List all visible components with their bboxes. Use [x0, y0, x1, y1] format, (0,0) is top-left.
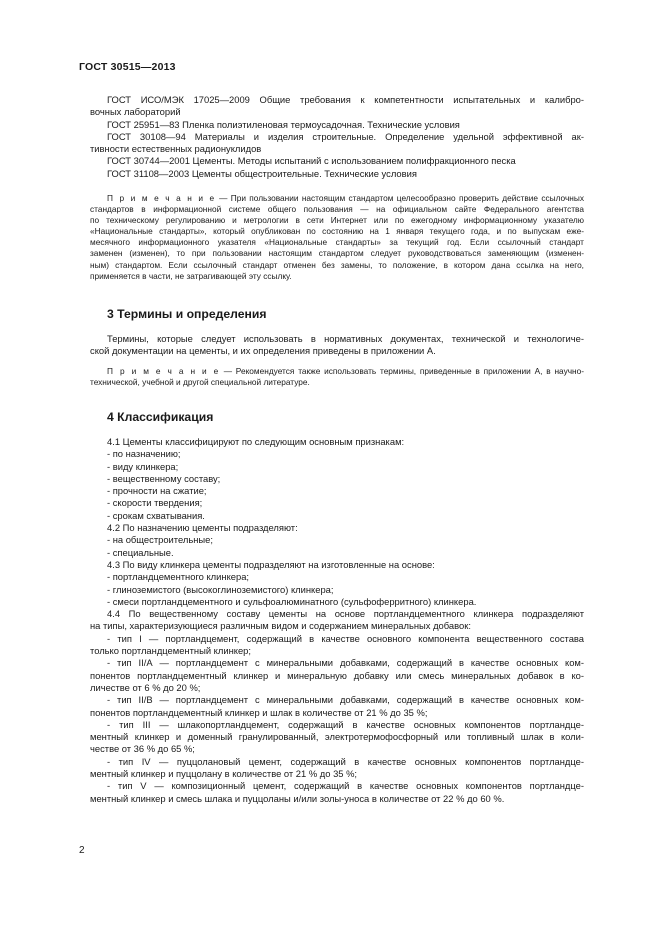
classification-line: - тип I — портландцемент, содержащий в качестве основного компонента вещественного состава: [107, 632, 584, 644]
classification-line: ментный клинкер и доменный гранулированный, электротермофосфорный или топливный шлак в коли-: [90, 731, 584, 743]
normative-references-list: [90, 94, 584, 180]
classification-line: - тип II/А — портландцемент с минеральными добавками, содержащий в качестве основных ком-: [107, 657, 584, 669]
classification-line: - тип III — шлакопортландцемент, содержащий в качестве основных компонентов портландце-: [107, 718, 584, 730]
reference-item: ГОСТ 31108—2003 Цементы общестроительные. Технические условия: [107, 167, 417, 179]
note-label: П р и м е ч а н и е: [107, 366, 220, 376]
paragraph-line: Термины, которые следует использовать в нормативных документах, технической и технологиче-: [107, 333, 584, 344]
classification-line: - специальные.: [107, 546, 174, 558]
section-3-note: [90, 366, 584, 388]
classification-line: - вещественному составу;: [107, 472, 221, 484]
note-line: [90, 193, 584, 204]
classification-line: - смеси портландцементного и сульфоалюминатного (сульфоферритного) клинкера.: [107, 595, 477, 607]
classification-line: - срокам схватывания.: [107, 509, 205, 521]
classification-line: - тип V — композиционный цемент, содержащий в качестве основных компонентов портландце-: [107, 780, 584, 792]
section-3-title: 3 Термины и определения: [107, 307, 267, 321]
classification-line: 4.3 По виду клинкера цементы подразделяют на изготовленные на основе:: [107, 558, 435, 570]
reference-item: ГОСТ ИСО/МЭК 17025—2009 Общие требования к компетентности испытательных и калибро-: [107, 94, 584, 105]
classification-line: - скорости твердения;: [107, 497, 203, 509]
note-line: по техническому регулированию и метрологии в сети Интернет или по ежегодному информационному указателю: [90, 215, 584, 226]
page-number: 2: [79, 845, 85, 856]
section-3-paragraph: [90, 333, 584, 358]
classification-line: - прочности на сжатие;: [107, 485, 207, 497]
classification-line: 4.1 Цементы классифицируют по следующим основным признакам:: [107, 436, 405, 447]
section-4-body: [90, 436, 584, 805]
classification-line: - глиноземистого (высокоглиноземистого) клинкера;: [107, 583, 334, 595]
classification-line: на типы, характеризующиеся различным видом и содержанием минеральных добавок:: [90, 620, 471, 632]
note-line: стандартов в информационной системе общего пользования — на официальном сайте Федерального агентства: [90, 204, 584, 215]
classification-line: только портландцементный клинкер;: [90, 645, 251, 657]
note-line: [90, 366, 584, 377]
reference-item: тивности естественных радионуклидов: [90, 143, 262, 155]
classification-line: ментный клинкер и смесь шлака и пуццоланы и/или золы-уноса в количестве от 22 % до 60 %.: [90, 792, 505, 804]
note-line: технической, учебной и другой специальной литературе.: [90, 377, 310, 388]
classification-line: честве от 36 % до 65 %;: [90, 743, 195, 755]
reference-item: ГОСТ 30744—2001 Цементы. Методы испытаний с использованием полифракционного песка: [107, 155, 516, 167]
classification-line: - тип IV — пуццолановый цемент, содержащий в качестве основных компонентов портландце-: [107, 755, 584, 767]
classification-line: 4.2 По назначению цементы подразделяют:: [107, 522, 298, 534]
note-line: применяется в части, не затрагивающей эту ссылку.: [90, 270, 292, 281]
classification-line: 4.4 По вещественному составу цементы на основе портландцементного клинкера подразделяют: [107, 608, 584, 620]
classification-line: личестве от 6 % до 20 %;: [90, 681, 201, 693]
note-text: — При пользовании настоящим стандартом целесообразно проверить действие ссылочных: [215, 193, 584, 203]
classification-line: - на общестроительные;: [107, 534, 213, 546]
note-line: заменен (изменен), то при пользовании настоящим стандартом следует руководствоваться заменяющим (изменен-: [90, 248, 584, 259]
references-note: [90, 193, 584, 282]
classification-line: ментный клинкер и пуццолану в количестве от 21 % до 35 %;: [90, 768, 358, 780]
note-line: ным) стандартом. Если ссылочный стандарт отменен без замены, то положение, в котором дана ссылка на него,: [90, 259, 584, 270]
classification-line: - тип II/В — портландцемент с минеральными добавками, содержащий в качестве основных ком-: [107, 694, 584, 706]
reference-item: ГОСТ 25951—83 Пленка полиэтиленовая термоусадочная. Технические условия: [107, 118, 460, 130]
classification-line: - портландцементного клинкера;: [107, 571, 250, 583]
classification-line: - по назначению;: [107, 448, 181, 460]
classification-line: понентов портландцементный клинкер и минеральную добавку или смесь минеральных добавок в ко-: [90, 669, 584, 681]
note-line: «Национальные стандарты», который опубликован по состоянию на 1 января текущего года, и по выпускам еже-: [90, 226, 584, 237]
note-label: П р и м е ч а н и е: [107, 193, 216, 203]
note-text: — Рекомендуется также использовать термины, приведенные в приложении А, в научно-: [219, 366, 584, 376]
paragraph-line: ской документации на цементы, и их определения приведены в приложении А.: [90, 345, 436, 357]
classification-line: понентов портландцементный клинкер и шлак в количестве от 21 % до 35 %;: [90, 706, 428, 718]
reference-item: ГОСТ 30108—94 Материалы и изделия строительные. Определение удельной эффективной ак-: [107, 130, 584, 142]
section-4-title: 4 Классификация: [107, 410, 214, 424]
document-header: ГОСТ 30515—2013: [79, 61, 176, 73]
note-line: месячного информационного указателя «Национальные стандарты» за текущий год. Если ссылочный стандарт: [90, 237, 584, 248]
classification-line: - виду клинкера;: [107, 460, 179, 472]
reference-item: вочных лабораторий: [90, 106, 181, 118]
